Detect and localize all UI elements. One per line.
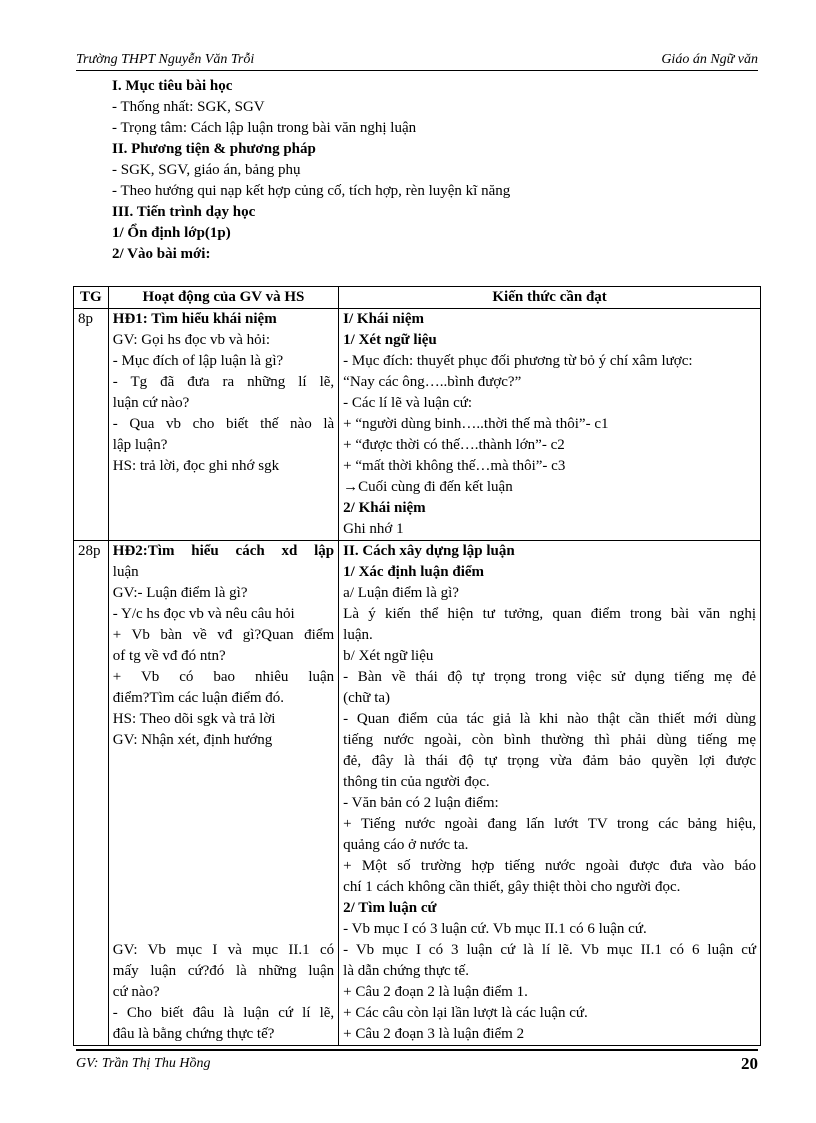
activity-line: điểm?Tìm các luận điểm đó.	[112, 690, 284, 706]
page-number: 20	[741, 1054, 758, 1073]
knowledge-line: luận.	[343, 627, 373, 643]
knowledge-line: a/ Luận điểm là gì?	[343, 585, 459, 601]
spacer	[113, 772, 334, 793]
intro-line: - Thống nhất: SGK, SGV	[112, 99, 265, 115]
activity-line: cứ nào?	[112, 984, 160, 1000]
knowledge-cell	[339, 541, 761, 1046]
activity-title: HĐ1: Tìm hiểu khái niệm	[112, 311, 277, 327]
knowledge-line: + Một số trường hợp tiếng nước ngoài được đưa vào báo	[343, 858, 756, 874]
knowledge-line: là dẫn chứng thực tế.	[343, 963, 469, 979]
section-heading-methods: II. Phương tiện & phương pháp	[112, 141, 316, 157]
activity-line: GV:- Luận điểm là gì?	[112, 585, 248, 601]
teacher-name: GV: Trần Thị Thu Hồng	[76, 1056, 211, 1071]
table-header-row	[74, 287, 761, 309]
page-header	[76, 50, 758, 71]
activity-line: GV: Nhận xét, định hướng	[112, 732, 273, 748]
knowledge-subheading: 2/ Tìm luận cứ	[343, 900, 437, 916]
spacer	[113, 856, 334, 877]
activity-line: mấy luận cứ?đó là những luận	[112, 963, 335, 979]
activity-line: of tg về vđ đó ntn?	[112, 648, 226, 664]
spacer	[113, 835, 334, 856]
knowledge-line: + Tiếng nước ngoài đang lấn lướt TV trong các bảng hiệu,	[343, 816, 756, 832]
time-value: 28p	[78, 543, 101, 559]
knowledge-line: - Vb mục I có 3 luận cứ. Vb mục II.1 có 6 luận cứ.	[343, 921, 647, 937]
lesson-table	[73, 286, 761, 1046]
activity-line: - Y/c hs đọc vb và nêu câu hỏi	[112, 606, 295, 622]
school-name: Trường THPT Nguyễn Văn Trỗi	[76, 52, 255, 67]
column-header-knowledge: Kiến thức cần đạt	[339, 287, 761, 309]
knowledge-line: + “được thời có thế….thành lớn”- c2	[343, 437, 565, 453]
right-arrow-icon: →	[343, 479, 359, 495]
table-row	[74, 309, 761, 541]
activity-line: GV: Vb mục I và mục II.1 có	[112, 942, 335, 958]
knowledge-line: - Mục đích: thuyết phục đối phương từ bỏ ý chí xâm lược:	[343, 353, 693, 369]
time-cell	[74, 309, 109, 541]
knowledge-line: Ghi nhớ 1	[343, 521, 404, 537]
knowledge-line: b/ Xét ngữ liệu	[343, 648, 434, 664]
knowledge-heading: I/ Khái niệm	[343, 311, 425, 327]
activity-line: + Vb bàn về vđ gì?Quan điểm	[112, 627, 335, 643]
activity-cell	[108, 541, 338, 1046]
knowledge-cell	[339, 309, 761, 541]
time-cell	[74, 541, 109, 1046]
knowledge-line: đẻ, đây là thái độ tự trọng vừa đảm bảo quyền lợi được	[343, 753, 756, 769]
knowledge-subheading: 1/ Xác định luận điểm	[343, 564, 485, 580]
knowledge-line: - Bàn về thái độ tự trọng trong việc sử dụng tiếng mẹ đẻ	[343, 669, 756, 685]
intro-line: - Theo hướng qui nạp kết hợp củng cố, tích hợp, rèn luyện kĩ năng	[112, 183, 511, 199]
knowledge-line: + “mất thời không thế…mà thôi”- c3	[343, 458, 566, 474]
column-header-activity: Hoạt động của GV và HS	[108, 287, 338, 309]
knowledge-line: Là ý kiến thể hiện tư tưởng, quan điểm trong bài văn nghị	[343, 606, 756, 622]
knowledge-line: + “người dùng binh…..thời thế mà thôi”- c1	[343, 416, 609, 432]
intro-line: - Trọng tâm: Cách lập luận trong bài văn nghị luận	[112, 120, 417, 136]
activity-line: HS: trả lời, đọc ghi nhớ sgk	[112, 458, 280, 474]
knowledge-line: tiếng nước ngoài, còn bình thường thì phải dùng tiếng mẹ	[343, 732, 756, 748]
knowledge-heading: II. Cách xây dựng lập luận	[343, 543, 515, 559]
knowledge-line: thông tin của người đọc.	[343, 774, 490, 790]
activity-line: + Vb có bao nhiêu luận	[112, 669, 335, 685]
activity-line: đâu là bằng chứng thực tế?	[112, 1026, 275, 1042]
activity-line: GV: Gọi hs đọc vb và hỏi:	[112, 332, 271, 348]
section-heading-objectives: I. Mục tiêu bài học	[112, 78, 233, 94]
knowledge-line: + Các câu còn lại lần lượt là các luận cứ.	[343, 1005, 588, 1021]
conclusion-line: →Cuối cùng đi đến kết luận	[343, 479, 513, 495]
knowledge-line: quảng cáo ở nước ta.	[343, 837, 469, 853]
spacer	[113, 814, 334, 835]
activity-line: - Qua vb cho biết thế nào là	[112, 416, 335, 432]
knowledge-subheading: 1/ Xét ngữ liệu	[343, 332, 437, 348]
spacer	[113, 793, 334, 814]
knowledge-line: “Nay các ông…..bình được?”	[343, 374, 522, 390]
page-footer	[76, 1049, 758, 1073]
table-row	[74, 541, 761, 1046]
knowledge-subheading: 2/ Khái niệm	[343, 500, 426, 516]
knowledge-line: - Vb mục I có 3 luận cứ là lí lẽ. Vb mục II.1 có 6 luận cứ	[343, 942, 756, 958]
subheading-class-stabilize: 1/ Ổn định lớp(1p)	[112, 225, 231, 241]
spacer	[113, 898, 334, 919]
activity-line: - Tg đã đưa ra những lí lẽ,	[112, 374, 335, 390]
lesson-intro	[112, 76, 752, 265]
intro-line: - SGK, SGV, giáo án, bảng phụ	[112, 162, 301, 178]
spacer	[113, 877, 334, 898]
activity-cell	[108, 309, 338, 541]
knowledge-line: - Văn bản có 2 luận điểm:	[343, 795, 499, 811]
spacer	[113, 751, 334, 772]
time-value: 8p	[78, 311, 93, 327]
activity-line: - Cho biết đâu là luận cứ lí lẽ,	[112, 1005, 335, 1021]
activity-line: HS: Theo dõi sgk và trả lời	[112, 711, 276, 727]
activity-line: luận cứ nào?	[112, 395, 190, 411]
knowledge-line: + Câu 2 đoạn 3 là luận điểm 2	[343, 1026, 525, 1042]
subject-name: Giáo án Ngữ văn	[661, 52, 758, 67]
knowledge-line: - Các lí lẽ và luận cứ:	[343, 395, 473, 411]
subheading-new-lesson: 2/ Vào bài mới:	[112, 246, 211, 262]
column-header-time: TG	[74, 287, 109, 309]
knowledge-line: + Câu 2 đoạn 2 là luận điểm 1.	[343, 984, 528, 1000]
knowledge-line: chí 1 cách không cần thiết, gây thiệt thòi cho người đọc.	[343, 879, 681, 895]
activity-title: HĐ2:Tìm hiểu cách xd lập	[112, 543, 335, 559]
knowledge-line: - Quan điểm của tác giả là khi nào thật cần thiết mới dùng	[343, 711, 756, 727]
activity-line: lập luận?	[112, 437, 168, 453]
section-heading-process: III. Tiến trình dạy học	[112, 204, 256, 220]
activity-line: luận	[112, 564, 139, 580]
spacer	[113, 919, 334, 940]
knowledge-line: (chữ ta)	[343, 690, 391, 706]
activity-line: - Mục đích of lập luận là gì?	[112, 353, 284, 369]
